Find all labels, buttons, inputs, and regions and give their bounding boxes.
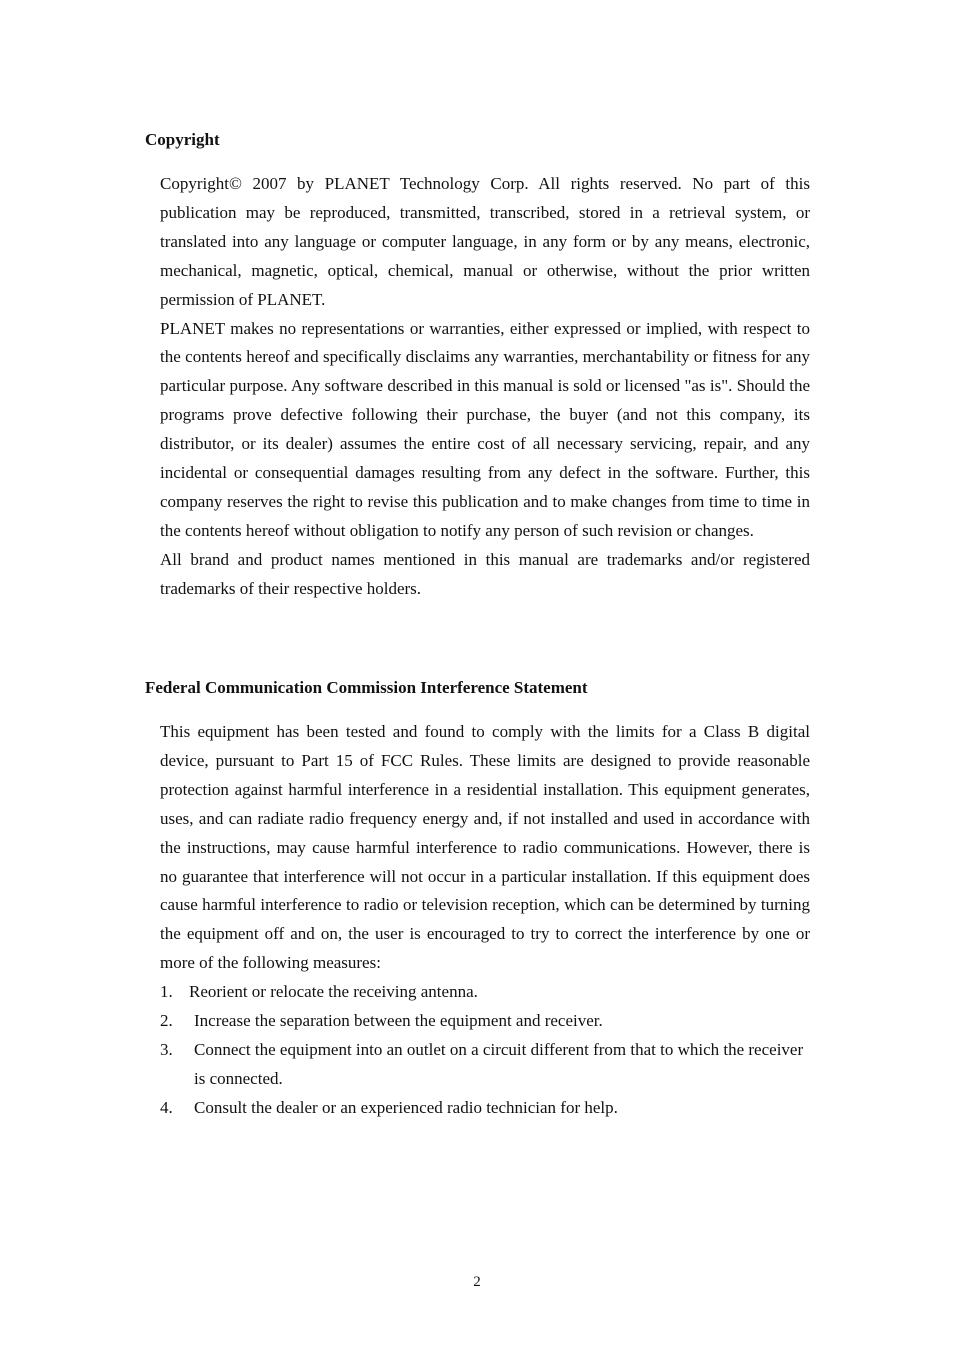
copyright-paragraph: Copyright© 2007 by PLANET Technology Corp. All rights reserved. No part of this publication may be reproduced, transmitted, transcribed, stored in a retrieval system, or translated into any language or computer language, in any form or by any means, electronic, mechanical, magnetic, optical, chemical, manual or otherwise, without the prior written permission of PLANET. xyxy=(160,174,810,309)
list-item-number: 2. xyxy=(160,1011,173,1031)
measures-list xyxy=(160,978,810,1123)
page-number: 2 xyxy=(473,1274,481,1290)
fcc-heading: Federal Communication Commission Interference Statement xyxy=(145,678,588,697)
copyright-body xyxy=(160,170,810,604)
list-item-text: Consult the dealer or an experienced radio technician for help. xyxy=(194,1097,618,1117)
trademark-paragraph: All brand and product names mentioned in this manual are trademarks and/or registered trademarks of their respective holders. xyxy=(160,549,810,598)
copyright-heading: Copyright xyxy=(145,130,220,149)
disclaimer-paragraph: PLANET makes no representations or warranties, either expressed or implied, with respect to the contents hereof and specifically disclaims any warranties, merchantability or fitness for any particular purpose. Any software described in this manual is sold or licensed "as is". Should the programs prove defective following their purchase, the buyer (and not this company, its distributor, or its dealer) assumes the entire cost of all necessary servicing, repair, and any incidental or consequential damages resulting from any defect in the software. Further, this company reserves the right to revise this publication and to make changes from time to time in the contents hereof without obligation to notify any person of such revision or changes. xyxy=(160,318,810,540)
fcc-paragraph: This equipment has been tested and found to comply with the limits for a Class B digital device, pursuant to Part 15 of FCC Rules. These limits are designed to provide reasonable protection against harmful interference in a residential installation. This equipment generates, uses, and can radiate radio frequency energy and, if not installed and used in accordance with the instructions, may cause harmful interference to radio communications. However, there is no guarantee that interference will not occur in a particular installation. If this equipment does cause harmful interference to radio or television reception, which can be determined by turning the equipment off and on, the user is encouraged to try to correct the interference by one or more of the following measures: xyxy=(160,722,810,973)
fcc-body xyxy=(160,718,810,1123)
list-item-text: Increase the separation between the equipment and receiver. xyxy=(194,1011,603,1031)
list-item-text: Connect the equipment into an outlet on a circuit different from that to which the receiver is connected. xyxy=(194,1039,804,1088)
list-item xyxy=(160,978,810,1007)
list-item xyxy=(160,1007,810,1036)
list-item xyxy=(160,1094,810,1123)
list-item-number: 1. xyxy=(160,982,173,1002)
list-item-number: 3. xyxy=(160,1039,173,1059)
list-item-number: 4. xyxy=(160,1097,173,1117)
list-item xyxy=(160,1036,810,1094)
list-item-text: Reorient or relocate the receiving antenna. xyxy=(189,982,478,1002)
